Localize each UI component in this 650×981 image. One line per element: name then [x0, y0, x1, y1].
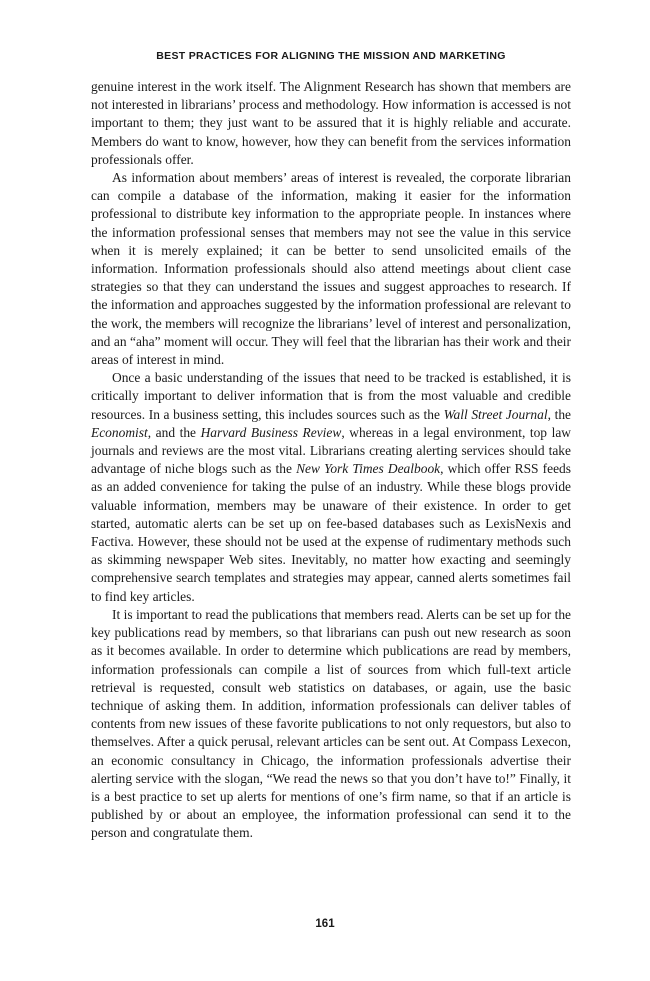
paragraph — [91, 78, 571, 169]
text-run: , which offer RSS feeds as an added convenience for taking the pulse of an industry. While these blogs provide valuable information, members may be unaware of their existence. In order to get started, automatic alerts can be set up on fee-based databases such as LexisNexis and Factiva. However, these should not be used at the expense of rudimentary methods such as skimming newspaper Web sites. Inevitably, no matter how exacting and seemingly comprehensive search templates and strategies may appear, canned alerts sometimes fail to find key articles. — [91, 461, 572, 604]
text-run: genuine interest in the work itself. The Alignment Research has shown that members are not interested in librarians’ process and methodology. How information is accessed is not important to them; they just want to be assured that it is highly reliable and accurate. Members do want to know, however, how they can benefit from the services information professionals offer. — [91, 79, 571, 167]
italic-title: Wall Street Journal — [443, 406, 548, 422]
text-run: Once a basic understanding of the issues that need to be tracked is established, it is critically important to deliver information that is from the most valuable and credible resources. In a business setting, this includes sources such as the — [91, 370, 571, 422]
text-run: , whereas in a legal environment, top law journals and reviews are the most vital. Librarians creating alerting services should take advantage of niche blogs such as the — [91, 424, 571, 477]
italic-title: Harvard Business Review — [200, 424, 342, 440]
italic-title: New York Times Dealbook — [296, 461, 441, 477]
text-run: , the — [547, 406, 572, 422]
body-text — [91, 78, 571, 843]
text-run: As information about members’ areas of interest is revealed, the corporate librarian can compile a database of the information, making it easier for the information professional to distribute key information to the appropriate people. In instances where the information professional senses that members may not see the value in this service when it is merely explained; it can be better to send unsolicited emails of the information. Information professionals should also attend meetings about client case strategies so that they can understand the issues and suggest approaches to research. If the information and approaches suggested by the information professional are relevant to the work, the members will recognize the librarians’ level of interest and personalization, and an “aha” moment will occur. They will feel that the librarian has their work and their areas of interest in mind. — [91, 170, 571, 368]
paragraph — [91, 606, 571, 843]
text-run: , and the — [147, 424, 201, 440]
paragraph — [91, 169, 571, 369]
paragraph — [91, 369, 571, 606]
running-head: BEST PRACTICES FOR ALIGNING THE MISSION AND MARKETING — [156, 50, 506, 62]
page-number: 161 — [315, 918, 335, 930]
text-run: It is important to read the publications that members read. Alerts can be set up for the key publications read by members, so that librarians can push out new research as soon as it becomes available. In order to determine which publications are read by members, information professionals can compile a list of sources from which full-text article retrieval is requested, consult web statistics on databases, or again, use the basic technique of asking them. In addition, information professionals can deliver tables of contents from new issues of these favorite publications to not only requestors, but also to themselves. After a quick perusal, relevant articles can be sent out. At Compass Lexecon, an economic consultancy in Chicago, the information professionals advertise their alerting service with the slogan, “We read the news so that you don’t have to!” Finally, it is a best practice to set up alerts for mentions of one’s firm name, so that if an article is published by or about an employee, the information professional can send it to the person and congratulate them. — [91, 606, 571, 841]
italic-title: Economist — [91, 424, 148, 440]
